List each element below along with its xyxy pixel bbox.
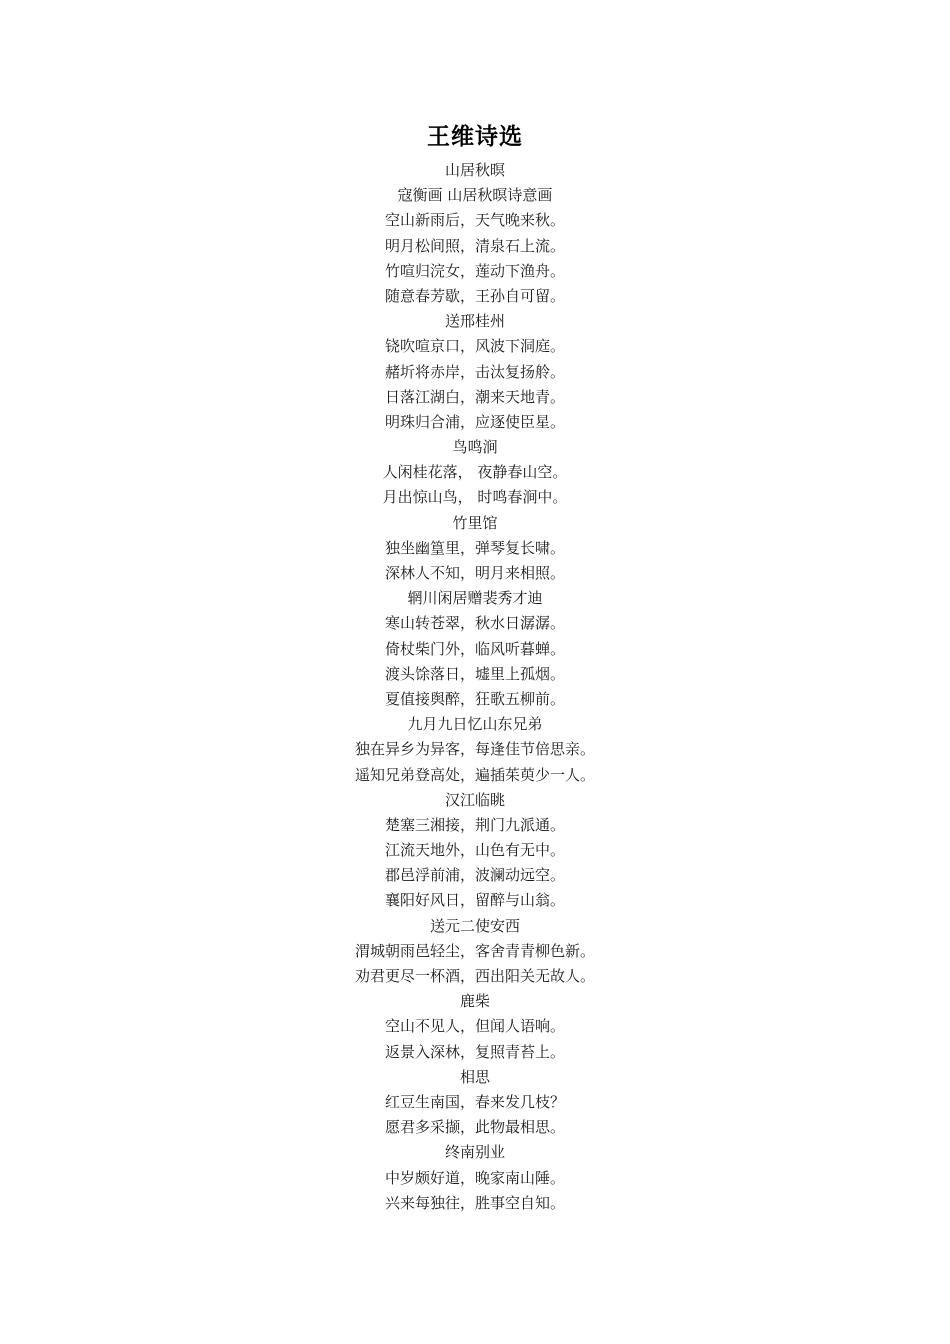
poem-line: 中岁颇好道，晚家南山陲。 bbox=[384, 1168, 565, 1187]
poem-title: 鹿柴 bbox=[459, 992, 490, 1011]
poem-list bbox=[0, 158, 950, 1216]
poem-title: 相思 bbox=[459, 1067, 490, 1086]
poem-line: 楚塞三湘接，荆门九派通。 bbox=[384, 815, 565, 834]
poem-line: 愿君多采撷，此物最相思。 bbox=[384, 1118, 565, 1137]
poem-line: 月出惊山鸟， 时鸣春涧中。 bbox=[382, 488, 568, 507]
poem-line: 渭城朝雨邑轻尘，客舍青青柳色新。 bbox=[354, 941, 595, 960]
poem-line: 遥知兄弟登高处，遍插茱萸少一人。 bbox=[354, 765, 595, 784]
poem-line: 空山不见人，但闻人语响。 bbox=[384, 1017, 565, 1036]
poem-line: 夏值接舆醉，狂歌五柳前。 bbox=[384, 689, 565, 708]
poem-line: 红豆生南国，春来发几枝？ bbox=[384, 1092, 565, 1111]
poem-title: 辋川闲居赠裴秀才迪 bbox=[407, 589, 543, 608]
poem-line: 明珠归合浦，应逐使臣星。 bbox=[384, 412, 565, 431]
document-title: 王维诗选 bbox=[427, 124, 523, 150]
poem-line: 独在异乡为异客，每逢佳节倍思亲。 bbox=[354, 740, 595, 759]
poem-line: 寇衡画 山居秋暝诗意画 bbox=[397, 186, 553, 205]
poem-line: 倚杖柴门外，临风听暮蝉。 bbox=[384, 639, 565, 658]
poem-line: 明月松间照，清泉石上流。 bbox=[384, 236, 565, 255]
poem-title: 竹里馆 bbox=[452, 513, 498, 532]
poem-title: 鸟鸣涧 bbox=[452, 438, 498, 457]
poem-title: 终南别业 bbox=[444, 1143, 505, 1162]
poem-title: 九月九日忆山东兄弟 bbox=[407, 715, 543, 734]
poem-title: 送邢桂州 bbox=[444, 312, 505, 331]
poem-line: 铙吹喧京口，风波下洞庭。 bbox=[384, 337, 565, 356]
poem-line: 赭圻将赤岸，击汰复扬舲。 bbox=[384, 362, 565, 381]
poem-line: 寒山转苍翠，秋水日潺潺。 bbox=[384, 614, 565, 633]
poem-title: 汉江临眺 bbox=[444, 790, 505, 809]
poem-line: 随意春芳歇，王孙自可留。 bbox=[384, 286, 565, 305]
poem-title: 山居秋暝 bbox=[444, 161, 505, 179]
poem-line: 返景入深林，复照青苔上。 bbox=[384, 1042, 565, 1061]
poem-line: 人闲桂花落， 夜静春山空。 bbox=[382, 463, 568, 482]
poem-line: 深林人不知，明月来相照。 bbox=[384, 564, 565, 582]
poem-line: 渡头馀落日，墟里上孤烟。 bbox=[384, 664, 565, 683]
poem-line: 郡邑浮前浦，波澜动远空。 bbox=[384, 866, 565, 885]
poem-title: 送元二使安西 bbox=[429, 916, 520, 935]
poem-line: 竹喧归浣女，莲动下渔舟。 bbox=[384, 261, 565, 280]
poem-line: 劝君更尽一杯酒，西出阳关无故人。 bbox=[354, 967, 595, 985]
poem-line: 独坐幽篁里，弹琴复长啸。 bbox=[384, 538, 565, 557]
poem-line: 江流天地外，山色有无中。 bbox=[384, 841, 565, 860]
poem-line: 空山新雨后，天气晚来秋。 bbox=[384, 211, 565, 230]
poem-line: 襄阳好风日，留醉与山翁。 bbox=[384, 891, 565, 910]
poem-line: 兴来每独往，胜事空自知。 bbox=[384, 1193, 565, 1212]
poem-line: 日落江湖白，潮来天地青。 bbox=[384, 387, 565, 406]
